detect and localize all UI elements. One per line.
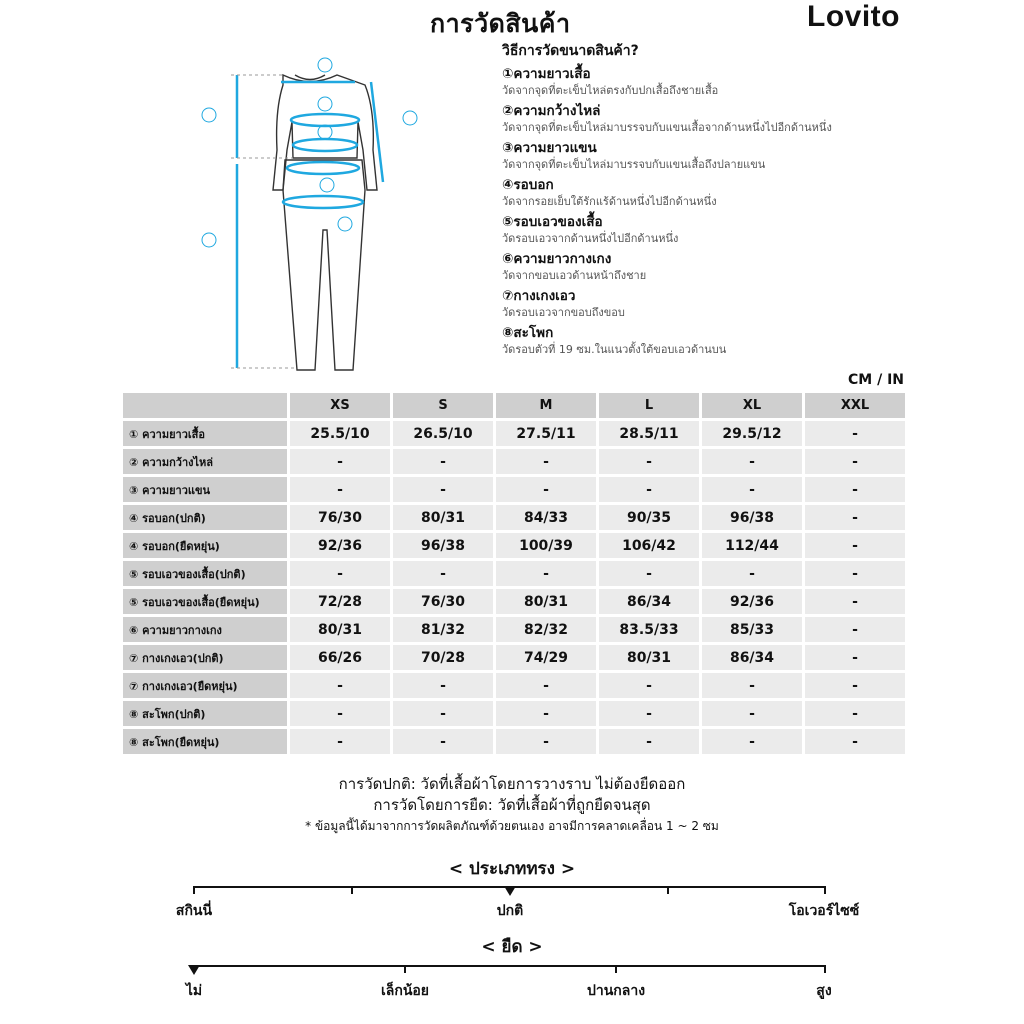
table-cell: - (393, 701, 493, 726)
row-label: ⑦ กางเกงเอว(ปกติ) (123, 645, 287, 670)
fit-label-regular: ปกติ (496, 903, 524, 919)
table-cell: - (599, 561, 699, 586)
guide-item-label: ②ความกว้างไหล่ (502, 103, 601, 119)
table-cell: - (805, 729, 905, 754)
guide-item-desc: วัดรอบเอวจากขอบถึงขอบ (502, 306, 625, 319)
table-cell: 92/36 (290, 533, 390, 558)
size-header: XS (290, 393, 390, 418)
table-cell: 90/35 (599, 505, 699, 530)
table-cell: - (805, 645, 905, 670)
table-row (123, 617, 905, 642)
table-cell: - (599, 673, 699, 698)
table-cell: 85/33 (702, 617, 802, 642)
stretch-selected-marker (188, 965, 200, 975)
table-cell: - (805, 673, 905, 698)
table-cell: - (290, 477, 390, 502)
table-cell: 80/31 (393, 505, 493, 530)
guide-item-desc: วัดจากจุดที่ตะเข็บไหล่ตรงกับปกเสื้อถึงชายเสื้อ (502, 84, 719, 97)
table-cell: - (599, 477, 699, 502)
table-cell: 92/36 (702, 589, 802, 614)
guide-item (502, 102, 922, 136)
table-cell: - (805, 589, 905, 614)
table-cell: - (805, 617, 905, 642)
table-cell: 80/31 (496, 589, 596, 614)
guide-item-label: ⑥ความยาวกางเกง (502, 251, 612, 267)
row-label: ③ ความยาวแขน (123, 477, 287, 502)
fit-scale-tick (351, 886, 353, 894)
table-cell: - (496, 449, 596, 474)
guide-item-desc: วัดรอบเอวจากด้านหนึ่งไปอีกด้านหนึ่ง (502, 232, 679, 245)
guide-item-label: ①ความยาวเสื้อ (502, 66, 591, 82)
table-cell: - (290, 449, 390, 474)
guide-item-label: ③ความยาวแขน (502, 140, 597, 156)
page-title: การวัดสินค้า (430, 9, 571, 38)
fit-selected-marker (504, 886, 516, 896)
row-label: ④ รอบอก(ยืดหยุ่น) (123, 533, 287, 558)
stretch-scale-title: < ยืด > (481, 937, 543, 957)
table-row (123, 449, 905, 474)
table-row (123, 589, 905, 614)
marker-7 (320, 178, 334, 192)
marker-2 (318, 58, 332, 72)
table-cell: - (496, 673, 596, 698)
stretch-label-slight: เล็กน้อย (380, 983, 430, 999)
table-cell: - (805, 533, 905, 558)
table-cell: - (702, 477, 802, 502)
measurement-guide (502, 40, 922, 361)
row-label: ⑤ รอบเอวของเสื้อ(ปกติ) (123, 561, 287, 586)
table-cell: - (702, 729, 802, 754)
table-cell: - (393, 449, 493, 474)
unit-label: CM / IN (848, 372, 904, 388)
table-cell: 86/34 (599, 589, 699, 614)
table-cell: 66/26 (290, 645, 390, 670)
table-cell: - (290, 701, 390, 726)
guide-heading: วิธีการวัดขนาดสินค้า? (502, 43, 639, 59)
guide-item (502, 287, 922, 321)
table-header-row (123, 393, 905, 418)
table-cell: - (599, 729, 699, 754)
table-cell: 26.5/10 (393, 421, 493, 446)
row-label: ⑧ สะโพก(ปกติ) (123, 701, 287, 726)
table-cell: 76/30 (290, 505, 390, 530)
guide-item-desc: วัดจากรอยเย็บใต้รักแร้ด้านหนึ่งไปอีกด้านหนึ่ง (502, 195, 717, 208)
marker-1 (202, 108, 216, 122)
size-table (120, 390, 908, 757)
table-cell: - (805, 449, 905, 474)
note-stretch: การวัดโดยการยืด: วัดที่เสื้อผ้าที่ถูกยืดจนสุด (373, 796, 651, 814)
fit-scale-title: < ประเภททรง > (448, 859, 576, 879)
guide-item-desc: วัดจากจุดที่ตะเข็บไหล่มาบรรจบกับแขนเสื้อจากด้านหนึ่งไปอีกด้านหนึ่ง (502, 121, 832, 134)
table-cell: - (393, 477, 493, 502)
guide-item-label: ⑧สะโพก (502, 325, 554, 341)
marker-4 (318, 97, 332, 111)
stretch-label-medium: ปานกลาง (586, 983, 646, 999)
table-cell: - (393, 673, 493, 698)
stretch-scale-tick (615, 965, 617, 973)
table-cell: 80/31 (599, 645, 699, 670)
size-header: S (393, 393, 493, 418)
table-cell: - (393, 561, 493, 586)
guide-item-label: ⑤รอบเอวของเสื้อ (502, 214, 603, 230)
table-cell: 80/31 (290, 617, 390, 642)
table-cell: 83.5/33 (599, 617, 699, 642)
table-cell: - (496, 477, 596, 502)
table-cell: 100/39 (496, 533, 596, 558)
table-row (123, 701, 905, 726)
table-cell: 106/42 (599, 533, 699, 558)
table-row (123, 477, 905, 502)
guide-item (502, 250, 922, 284)
table-row (123, 505, 905, 530)
table-cell: - (805, 701, 905, 726)
guide-item-desc: วัดจากจุดที่ตะเข็บไหล่มาบรรจบกับแขนเสื้อถึงปลายแขน (502, 158, 766, 171)
note-normal: การวัดปกติ: วัดที่เสื้อผ้าโดยการวางราบ ไม่ต้องยืดออก (338, 775, 686, 793)
guide-item-desc: วัดรอบตัวที่ 19 ซม.ในแนวตั้งใต้ขอบเอวด้านบน (502, 343, 727, 356)
table-cell: - (805, 505, 905, 530)
size-header: L (599, 393, 699, 418)
table-row (123, 645, 905, 670)
note-disclaimer: * ข้อมูลนี้ได้มาจากการวัดผลิตภัณฑ์ด้วยตนเอง อาจมีการคลาดเคลื่อน 1 ~ 2 ซม (305, 819, 719, 833)
size-header: XXL (805, 393, 905, 418)
table-cell: - (496, 729, 596, 754)
table-cell: - (496, 561, 596, 586)
table-cell: 76/30 (393, 589, 493, 614)
stretch-scale-tick (824, 965, 826, 973)
stretch-label-high: สูง (816, 983, 832, 999)
row-label: ① ความยาวเสื้อ (123, 421, 287, 446)
row-label: ⑥ ความยาวกางเกง (123, 617, 287, 642)
table-cell: 27.5/11 (496, 421, 596, 446)
table-cell: 112/44 (702, 533, 802, 558)
table-cell: - (702, 673, 802, 698)
guide-item (502, 65, 922, 99)
table-cell: 81/32 (393, 617, 493, 642)
table-cell: - (290, 729, 390, 754)
table-cell: - (496, 701, 596, 726)
table-cell: - (702, 561, 802, 586)
row-label: ④ รอบอก(ปกติ) (123, 505, 287, 530)
table-corner (123, 393, 287, 418)
fit-scale-tick (824, 886, 826, 894)
stretch-scale-tick (404, 965, 406, 973)
table-cell: 72/28 (290, 589, 390, 614)
guide-item (502, 139, 922, 173)
table-cell: 74/29 (496, 645, 596, 670)
table-cell: 86/34 (702, 645, 802, 670)
table-cell: - (805, 561, 905, 586)
row-label: ⑤ รอบเอวของเสื้อ(ยืดหยุ่น) (123, 589, 287, 614)
table-cell: 84/33 (496, 505, 596, 530)
marker-6 (202, 233, 216, 247)
garment-illustration (195, 50, 425, 380)
table-cell: - (290, 561, 390, 586)
guide-item-label: ④รอบอก (502, 177, 554, 193)
table-row (123, 673, 905, 698)
table-cell: - (702, 701, 802, 726)
table-cell: 96/38 (702, 505, 802, 530)
table-cell: 82/32 (496, 617, 596, 642)
table-row (123, 561, 905, 586)
table-cell: 96/38 (393, 533, 493, 558)
guide-item (502, 176, 922, 210)
table-row (123, 729, 905, 754)
table-cell: - (702, 449, 802, 474)
guide-item (502, 213, 922, 247)
size-header: M (496, 393, 596, 418)
guide-item-label: ⑦กางเกงเอว (502, 288, 576, 304)
fit-label-oversize: โอเวอร์ไซซ์ (788, 903, 860, 919)
table-cell: - (393, 729, 493, 754)
stretch-label-none: ไม่ (185, 983, 203, 999)
table-cell: 25.5/10 (290, 421, 390, 446)
size-header: XL (702, 393, 802, 418)
row-label: ⑦ กางเกงเอว(ยืดหยุ่น) (123, 673, 287, 698)
table-cell: 70/28 (393, 645, 493, 670)
table-row (123, 533, 905, 558)
row-label: ② ความกว้างไหล่ (123, 449, 287, 474)
marker-3 (403, 111, 417, 125)
row-label: ⑧ สะโพก(ยืดหยุ่น) (123, 729, 287, 754)
table-cell: - (599, 449, 699, 474)
table-cell: 29.5/12 (702, 421, 802, 446)
table-cell: - (805, 477, 905, 502)
table-cell: 28.5/11 (599, 421, 699, 446)
fit-label-skinny: สกินนี่ (175, 903, 213, 919)
marker-8 (338, 217, 352, 231)
stretch-scale-line (194, 965, 826, 967)
guide-item (502, 324, 922, 358)
guide-item-desc: วัดจากขอบเอวด้านหน้าถึงชาย (502, 269, 647, 282)
brand-logo: Lovito (807, 0, 900, 33)
table-cell: - (599, 701, 699, 726)
table-cell: - (805, 421, 905, 446)
fit-scale-tick (667, 886, 669, 894)
table-row (123, 421, 905, 446)
fit-scale-tick (193, 886, 195, 894)
table-cell: - (290, 673, 390, 698)
